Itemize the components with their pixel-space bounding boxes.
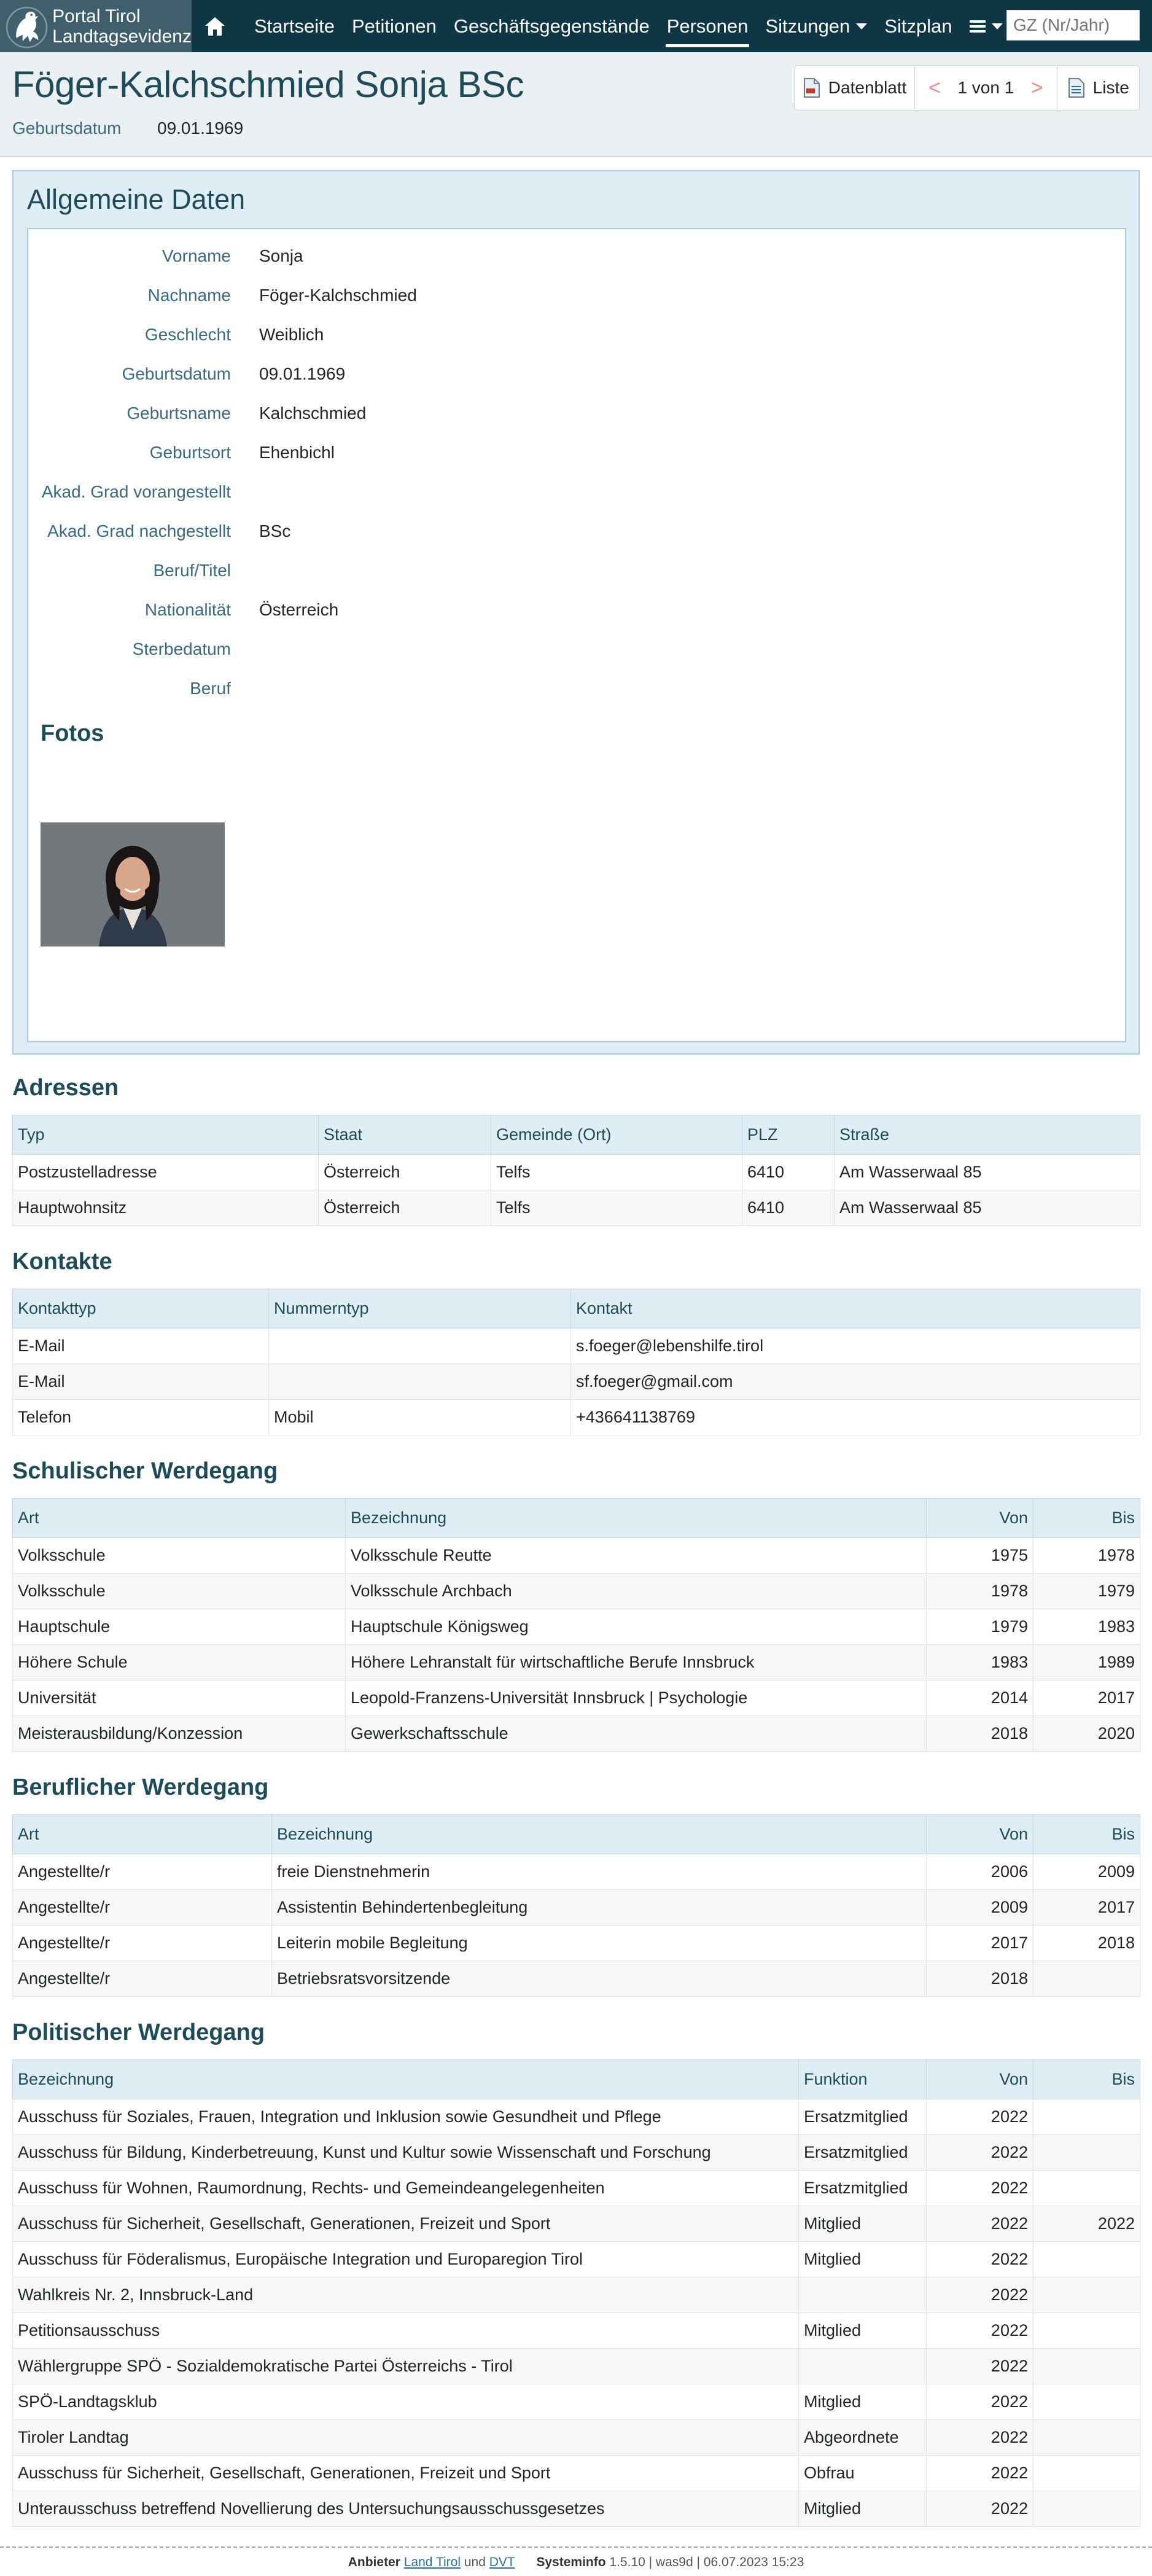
datenblatt-label: Datenblatt bbox=[828, 78, 907, 97]
table-cell: 2014 bbox=[927, 1680, 1033, 1716]
table-cell: Am Wasserwaal 85 bbox=[835, 1190, 1140, 1226]
table-row bbox=[13, 1926, 1140, 1961]
table-cell bbox=[1033, 2099, 1140, 2135]
nav-geschaeftsgegenstaende[interactable]: Geschäftsgegenstände bbox=[453, 15, 650, 37]
table-cell: Betriebsratsvorsitzende bbox=[272, 1961, 927, 1997]
table-cell: Ausschuss für Wohnen, Raumordnung, Rechts- und Gemeindeangelegenheiten bbox=[13, 2171, 799, 2206]
kontakte-table bbox=[12, 1289, 1140, 1435]
next-arrow-icon[interactable]: > bbox=[1030, 76, 1043, 100]
table-cell: 2022 bbox=[927, 2206, 1033, 2242]
table-cell: Telefon bbox=[13, 1400, 269, 1435]
field-label: Akad. Grad nachgestellt bbox=[47, 521, 231, 541]
field-value: Österreich bbox=[259, 600, 339, 619]
page-header bbox=[0, 52, 1152, 157]
nav-petitionen[interactable]: Petitionen bbox=[351, 15, 437, 37]
table-cell: Wahlkreis Nr. 2, Innsbruck-Land bbox=[13, 2277, 799, 2313]
footer-und: und bbox=[464, 2555, 486, 2569]
table-cell: Leiterin mobile Begleitung bbox=[272, 1926, 927, 1961]
footer-systeminfo-label: Systeminfo bbox=[536, 2555, 606, 2569]
table-row bbox=[13, 1190, 1140, 1226]
table-cell: Hauptschule Königsweg bbox=[346, 1609, 927, 1645]
tirol-eagle-logo-icon bbox=[4, 2, 50, 51]
table-cell bbox=[1033, 2491, 1140, 2527]
table-cell: 1983 bbox=[927, 1645, 1033, 1680]
field-value: Sonja bbox=[259, 246, 303, 265]
allgemeine-daten-title: Allgemeine Daten bbox=[27, 184, 246, 215]
table-cell: s.foeger@lebenshilfe.tirol bbox=[571, 1329, 1140, 1364]
table-cell: Wählergruppe SPÖ - Sozialdemokratische Partei Österreichs - Tirol bbox=[13, 2349, 799, 2384]
table-cell bbox=[1033, 2420, 1140, 2456]
table-cell: Obfrau bbox=[799, 2456, 927, 2491]
table-row bbox=[13, 1329, 1140, 1364]
footer-systeminfo-value: 1.5.10 | was9d | 06.07.2023 15:23 bbox=[609, 2555, 804, 2569]
table-cell: Höhere Schule bbox=[13, 1645, 346, 1680]
nav-sitzungen-dropdown[interactable] bbox=[757, 0, 876, 52]
table-cell: 1989 bbox=[1033, 1645, 1140, 1680]
table-header-row bbox=[13, 1289, 1140, 1329]
table-cell: freie Dienstnehmerin bbox=[272, 1854, 927, 1890]
table-cell: Höhere Lehranstalt für wirtschaftliche Berufe Innsbruck bbox=[346, 1645, 927, 1680]
table-cell: Mitglied bbox=[799, 2384, 927, 2420]
table-cell: Volksschule Reutte bbox=[346, 1538, 927, 1574]
table-cell: Hauptwohnsitz bbox=[13, 1190, 319, 1226]
table-cell: 2022 bbox=[927, 2456, 1033, 2491]
column-header[interactable]: PLZ bbox=[742, 1115, 835, 1155]
field-value: Ehenbichl bbox=[259, 443, 335, 462]
column-header[interactable]: Typ bbox=[13, 1115, 319, 1155]
nav-sitzplan[interactable]: Sitzplan bbox=[884, 15, 952, 37]
field-label: Geschlecht bbox=[144, 325, 231, 344]
column-header[interactable]: Staat bbox=[319, 1115, 491, 1155]
table-header-row bbox=[13, 1815, 1140, 1854]
table-row bbox=[13, 2456, 1140, 2491]
field-value: 09.01.1969 bbox=[259, 364, 346, 383]
field-label: Vorname bbox=[162, 246, 231, 265]
caret-down-icon bbox=[992, 23, 1003, 29]
table-cell: Am Wasserwaal 85 bbox=[835, 1155, 1140, 1190]
table-cell: Postzustelladresse bbox=[13, 1155, 319, 1190]
table-cell: 1979 bbox=[1033, 1574, 1140, 1609]
table-cell: 6410 bbox=[742, 1155, 835, 1190]
field-label: Beruf/Titel bbox=[153, 561, 231, 580]
header-dob-value: 09.01.1969 bbox=[157, 119, 244, 138]
datenblatt-button[interactable] bbox=[795, 66, 915, 110]
column-header[interactable]: Art bbox=[13, 1815, 272, 1854]
table-cell: 1978 bbox=[1033, 1538, 1140, 1574]
table-cell: Mitglied bbox=[799, 2242, 927, 2277]
table-row bbox=[13, 1961, 1140, 1997]
table-cell: 2017 bbox=[927, 1926, 1033, 1961]
table-cell: 2022 bbox=[927, 2135, 1033, 2171]
table-cell: Volksschule bbox=[13, 1574, 346, 1609]
column-header[interactable]: Gemeinde (Ort) bbox=[491, 1115, 742, 1155]
table-row bbox=[13, 1538, 1140, 1574]
politischer-werdegang-title: Politischer Werdegang bbox=[12, 2020, 265, 2045]
field-label: Nachname bbox=[147, 286, 231, 305]
table-cell: 6410 bbox=[742, 1190, 835, 1226]
table-row bbox=[13, 2277, 1140, 2313]
field-label: Akad. Grad vorangestellt bbox=[41, 482, 231, 501]
table-row bbox=[13, 1155, 1140, 1190]
table-cell: Angestellte/r bbox=[13, 1854, 272, 1890]
table-row bbox=[13, 1400, 1140, 1435]
table-cell: 2017 bbox=[1033, 1890, 1140, 1926]
table-row bbox=[13, 2242, 1140, 2277]
table-cell: 1975 bbox=[927, 1538, 1033, 1574]
table-cell bbox=[269, 1329, 571, 1364]
table-row bbox=[13, 1574, 1140, 1609]
table-header-row bbox=[13, 1115, 1140, 1155]
politischer-werdegang-table bbox=[12, 2059, 1140, 2527]
table-cell bbox=[1033, 1961, 1140, 1997]
pager bbox=[915, 66, 1057, 110]
table-cell: 2022 bbox=[927, 2420, 1033, 2456]
table-cell bbox=[799, 2349, 927, 2384]
table-cell bbox=[1033, 2242, 1140, 2277]
table-cell: Tiroler Landtag bbox=[13, 2420, 799, 2456]
table-cell: 2022 bbox=[1033, 2206, 1140, 2242]
table-cell: SPÖ-Landtagsklub bbox=[13, 2384, 799, 2420]
table-row bbox=[13, 2206, 1140, 2242]
table-cell: 2018 bbox=[927, 1961, 1033, 1997]
table-cell: Telfs bbox=[491, 1155, 742, 1190]
table-cell: Ersatzmitglied bbox=[799, 2135, 927, 2171]
column-header[interactable]: Bis bbox=[1033, 1499, 1140, 1538]
table-cell bbox=[1033, 2277, 1140, 2313]
brand-line1: Portal Tirol bbox=[52, 6, 141, 26]
fotos-title: Fotos bbox=[41, 720, 104, 746]
table-row bbox=[13, 2349, 1140, 2384]
table-row bbox=[13, 1854, 1140, 1890]
table-cell: Universität bbox=[13, 1680, 346, 1716]
table-cell: Angestellte/r bbox=[13, 1961, 272, 1997]
column-header[interactable]: Kontakttyp bbox=[13, 1289, 269, 1329]
schulischer-werdegang-table bbox=[12, 1498, 1140, 1752]
table-cell: 2022 bbox=[927, 2384, 1033, 2420]
navbar bbox=[0, 0, 1152, 52]
table-cell: Petitionsausschuss bbox=[13, 2313, 799, 2349]
table-cell: Hauptschule bbox=[13, 1609, 346, 1645]
column-header[interactable]: Straße bbox=[835, 1115, 1140, 1155]
table-cell: 2022 bbox=[927, 2349, 1033, 2384]
list-document-icon bbox=[1067, 77, 1086, 98]
table-row bbox=[13, 1716, 1140, 1752]
table-cell: Unterausschuss betreffend Novellierung des Untersuchungsausschussgesetzes bbox=[13, 2491, 799, 2527]
table-cell: 2018 bbox=[927, 1716, 1033, 1752]
nav-more-menu[interactable] bbox=[961, 0, 1011, 52]
allgemeine-daten-card bbox=[12, 170, 1140, 1055]
table-cell: E-Mail bbox=[13, 1364, 269, 1400]
table-row bbox=[13, 2313, 1140, 2349]
column-header[interactable]: Bis bbox=[1033, 1815, 1140, 1854]
nav-startseite[interactable]: Startseite bbox=[254, 15, 335, 37]
table-row bbox=[13, 1680, 1140, 1716]
field-beruf-titel bbox=[28, 561, 642, 585]
table-row bbox=[13, 2420, 1140, 2456]
field-vorname bbox=[28, 246, 642, 271]
table-cell: 2018 bbox=[1033, 1926, 1140, 1961]
table-cell bbox=[1033, 2384, 1140, 2420]
schulischer-werdegang-title: Schulischer Werdegang bbox=[12, 1458, 278, 1484]
field-geburtsname bbox=[28, 404, 642, 428]
table-cell: 2017 bbox=[1033, 1680, 1140, 1716]
column-header[interactable]: Bezeichnung bbox=[346, 1499, 927, 1538]
field-label: Geburtsdatum bbox=[122, 364, 231, 383]
field-beruf bbox=[28, 679, 642, 703]
table-row bbox=[13, 1364, 1140, 1400]
caret-down-icon bbox=[856, 23, 867, 29]
nav-personen[interactable]: Personen bbox=[658, 0, 757, 52]
table-cell: Ausschuss für Soziales, Frauen, Integration und Inklusion sowie Gesundheit und Pflege bbox=[13, 2099, 799, 2135]
table-cell: 2020 bbox=[1033, 1716, 1140, 1752]
field-nationalitaet bbox=[28, 600, 642, 625]
field-label: Nationalität bbox=[144, 600, 231, 619]
footer-link-dvt[interactable]: DVT bbox=[489, 2555, 515, 2569]
table-cell: Mitglied bbox=[799, 2491, 927, 2527]
table-cell: Mobil bbox=[269, 1400, 571, 1435]
table-row bbox=[13, 1645, 1140, 1680]
table-cell: Meisterausbildung/Konzession bbox=[13, 1716, 346, 1752]
table-cell: E-Mail bbox=[13, 1329, 269, 1364]
table-cell bbox=[1033, 2135, 1140, 2171]
table-cell: 2022 bbox=[927, 2171, 1033, 2206]
field-geschlecht bbox=[28, 325, 642, 349]
field-geburtsdatum bbox=[28, 364, 642, 389]
table-cell: sf.foeger@gmail.com bbox=[571, 1364, 1140, 1400]
table-cell: +436641138769 bbox=[571, 1400, 1140, 1435]
prev-arrow-icon[interactable]: < bbox=[928, 76, 941, 100]
home-icon[interactable] bbox=[204, 12, 232, 41]
field-label: Geburtsname bbox=[126, 404, 231, 423]
table-cell: Leopold-Franzens-Universität Innsbruck | Psychologie bbox=[346, 1680, 927, 1716]
table-cell: Mitglied bbox=[799, 2206, 927, 2242]
beruflicher-werdegang-table bbox=[12, 1814, 1140, 1997]
table-cell: 2022 bbox=[927, 2242, 1033, 2277]
table-cell: Angestellte/r bbox=[13, 1890, 272, 1926]
footer bbox=[0, 2547, 1152, 2576]
table-cell bbox=[1033, 2171, 1140, 2206]
column-header[interactable]: Bezeichnung bbox=[272, 1815, 927, 1854]
liste-label: Liste bbox=[1092, 78, 1129, 97]
person-photo[interactable] bbox=[41, 822, 225, 946]
table-cell: Volksschule bbox=[13, 1538, 346, 1574]
table-cell: 1979 bbox=[927, 1609, 1033, 1645]
table-cell: Telfs bbox=[491, 1190, 742, 1226]
nav-sitzungen-label: Sitzungen bbox=[765, 15, 850, 37]
table-cell: Ausschuss für Sicherheit, Gesellschaft, Generationen, Freizeit und Sport bbox=[13, 2456, 799, 2491]
table-row bbox=[13, 1609, 1140, 1645]
table-row bbox=[13, 2135, 1140, 2171]
table-cell: Österreich bbox=[319, 1155, 491, 1190]
table-cell: Ersatzmitglied bbox=[799, 2099, 927, 2135]
table-cell bbox=[799, 2277, 927, 2313]
header-button-group bbox=[794, 65, 1140, 111]
brand-line2: Landtagsevidenz bbox=[52, 26, 192, 47]
table-cell: 2022 bbox=[927, 2099, 1033, 2135]
portrait-image bbox=[41, 822, 225, 946]
table-cell: 2006 bbox=[927, 1854, 1033, 1890]
field-label: Beruf bbox=[190, 679, 231, 698]
gz-search-input[interactable] bbox=[1006, 10, 1140, 41]
table-cell: 2009 bbox=[1033, 1854, 1140, 1890]
kontakte-title: Kontakte bbox=[12, 1249, 112, 1274]
table-row bbox=[13, 2099, 1140, 2135]
brand[interactable] bbox=[0, 0, 192, 52]
table-cell: Ausschuss für Bildung, Kinderbetreuung, Kunst und Kultur sowie Wissenschaft und Forschung bbox=[13, 2135, 799, 2171]
table-row bbox=[13, 1890, 1140, 1926]
hamburger-icon bbox=[970, 20, 986, 33]
column-header[interactable]: Art bbox=[13, 1499, 346, 1538]
table-header-row bbox=[13, 1499, 1140, 1538]
table-cell: 2009 bbox=[927, 1890, 1033, 1926]
table-cell: 1983 bbox=[1033, 1609, 1140, 1645]
field-nachname bbox=[28, 286, 642, 310]
table-row bbox=[13, 2384, 1140, 2420]
adressen-title: Adressen bbox=[12, 1075, 119, 1101]
table-cell bbox=[1033, 2313, 1140, 2349]
column-header[interactable]: Von bbox=[927, 1815, 1033, 1854]
footer-anbieter-label: Anbieter bbox=[348, 2555, 400, 2569]
table-row bbox=[13, 2491, 1140, 2527]
column-header[interactable]: Von bbox=[927, 2060, 1033, 2099]
table-cell: Angestellte/r bbox=[13, 1926, 272, 1961]
table-row bbox=[13, 2171, 1140, 2206]
field-akad-grad-vor bbox=[28, 482, 642, 507]
table-cell: Ausschuss für Sicherheit, Gesellschaft, Generationen, Freizeit und Sport bbox=[13, 2206, 799, 2242]
field-value: Kalchschmied bbox=[259, 404, 367, 423]
field-sterbedatum bbox=[28, 639, 642, 664]
table-cell: Ausschuss für Föderalismus, Europäische Integration und Europaregion Tirol bbox=[13, 2242, 799, 2277]
table-cell: 2022 bbox=[927, 2313, 1033, 2349]
table-cell: Ersatzmitglied bbox=[799, 2171, 927, 2206]
table-cell bbox=[1033, 2349, 1140, 2384]
table-header-row bbox=[13, 2060, 1140, 2099]
table-cell: 2022 bbox=[927, 2277, 1033, 2313]
field-value: Weiblich bbox=[259, 325, 324, 344]
table-cell bbox=[1033, 2456, 1140, 2491]
field-value: Föger-Kalchschmied bbox=[259, 286, 417, 305]
pdf-document-icon bbox=[803, 77, 821, 98]
field-value: BSc bbox=[259, 521, 291, 541]
column-header[interactable]: Von bbox=[927, 1499, 1033, 1538]
table-cell: Mitglied bbox=[799, 2313, 927, 2349]
pager-label: 1 von 1 bbox=[957, 78, 1014, 97]
table-cell: 1978 bbox=[927, 1574, 1033, 1609]
table-cell: Gewerkschaftsschule bbox=[346, 1716, 927, 1752]
column-header[interactable]: Bis bbox=[1033, 2060, 1140, 2099]
adressen-table bbox=[12, 1115, 1140, 1226]
table-cell: Österreich bbox=[319, 1190, 491, 1226]
page-title: Föger-Kalchschmied Sonja BSc bbox=[12, 64, 524, 105]
table-cell: Abgeordnete bbox=[799, 2420, 927, 2456]
column-header[interactable]: Funktion bbox=[799, 2060, 927, 2099]
field-akad-grad-nach bbox=[28, 521, 642, 546]
table-cell bbox=[269, 1364, 571, 1400]
table-cell: Assistentin Behindertenbegleitung bbox=[272, 1890, 927, 1926]
column-header[interactable]: Bezeichnung bbox=[13, 2060, 799, 2099]
footer-link-land-tirol[interactable]: Land Tirol bbox=[403, 2555, 461, 2569]
column-header[interactable]: Kontakt bbox=[571, 1289, 1140, 1329]
liste-button[interactable] bbox=[1057, 66, 1139, 110]
header-dob-label: Geburtsdatum bbox=[12, 119, 122, 138]
beruflicher-werdegang-title: Beruflicher Werdegang bbox=[12, 1774, 269, 1800]
table-cell: Volksschule Archbach bbox=[346, 1574, 927, 1609]
field-label: Geburtsort bbox=[149, 443, 231, 462]
field-geburtsort bbox=[28, 443, 642, 467]
allgemeine-daten-body bbox=[27, 228, 1126, 1042]
column-header[interactable]: Nummerntyp bbox=[269, 1289, 571, 1329]
field-label: Sterbedatum bbox=[132, 639, 231, 658]
table-cell: 2022 bbox=[927, 2491, 1033, 2527]
